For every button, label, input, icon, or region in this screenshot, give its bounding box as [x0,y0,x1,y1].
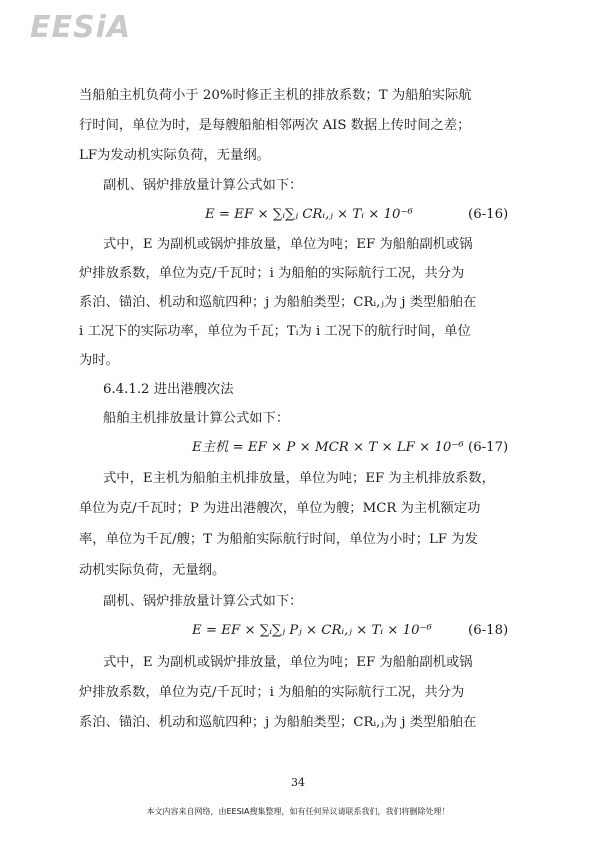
eesia-logo: EESiA [30,10,132,45]
paragraph-line: 炉排放系数，单位为克/千瓦时；i 为船舶的实际航行工况，共分为 [79,266,465,281]
paragraph-line: 为时。 [79,353,119,368]
paragraph-line: i 工况下的实际功率，单位为千瓦；Tᵢ为 i 工况下的航行时间，单位 [79,324,471,339]
equation-6-17: E主机 = EF × P × MCR × T × LF × 10⁻⁶ [192,440,464,455]
paragraph-line: 炉排放系数，单位为克/千瓦时；i 为船舶的实际航行工况，共分为 [79,685,465,700]
footer-disclaimer: 本文内容来自网络，由EESIA搜集整理，如有任何异议请联系我们，我们将删除处理！ [146,807,450,816]
equation-number: (6-17) [468,440,509,455]
paragraph-line: 式中，E主机为船舶主机排放量，单位为吨；EF 为主机排放系数， [103,471,495,486]
paragraph-line: LF为发动机实际负荷，无量纲。 [79,148,270,163]
equation-number: (6-18) [468,623,509,638]
equation-6-18: E = EF × ∑ᵢ∑ⱼ Pⱼ × CRᵢ,ⱼ × Tᵢ × 10⁻⁶ [192,623,432,638]
paragraph-line: 式中，E 为副机或锅炉排放量，单位为吨；EF 为船舶副机或锅 [103,655,473,670]
paragraph-line: 系泊、锚泊、机动和巡航四种；j 为船舶类型；CRᵢ,ⱼ为 j 类型船舶在 [79,715,477,730]
page-number: 34 [291,776,305,789]
equation-number: (6-16) [468,207,509,222]
formula-intro: 副机、锅炉排放量计算公式如下： [103,178,303,193]
equation-6-16: E = EF × ∑ᵢ∑ⱼ CRᵢ,ⱼ × Tᵢ × 10⁻⁶ [205,207,413,222]
formula-intro: 船舶主机排放量计算公式如下： [103,411,290,426]
paragraph-line: 式中，E 为副机或锅炉排放量，单位为吨；EF 为船舶副机或锅 [103,237,473,252]
paragraph-line: 率，单位为千瓦/艘；T 为船舶实际航行时间，单位为小时；LF 为发 [79,532,478,547]
paragraph-line: 系泊、锚泊、机动和巡航四种；j 为船舶类型；CRᵢ,ⱼ为 j 类型船舶在 [79,295,477,310]
section-heading: 6.4.1.2 进出港艘次法 [103,382,234,397]
paragraph-line: 当船舶主机负荷小于 20%时修正主机的排放系数；T 为船舶实际航 [79,88,472,103]
paragraph-line: 单位为克/千瓦时；P 为进出港艘次，单位为艘；MCR 为主机额定功 [79,501,481,516]
formula-intro: 副机、锅炉排放量计算公式如下： [103,594,303,609]
paragraph-line: 行时间，单位为时，是每艘船舶相邻两次 AIS 数据上传时间之差； [79,118,471,133]
paragraph-line: 动机实际负荷，无量纲。 [79,563,226,578]
